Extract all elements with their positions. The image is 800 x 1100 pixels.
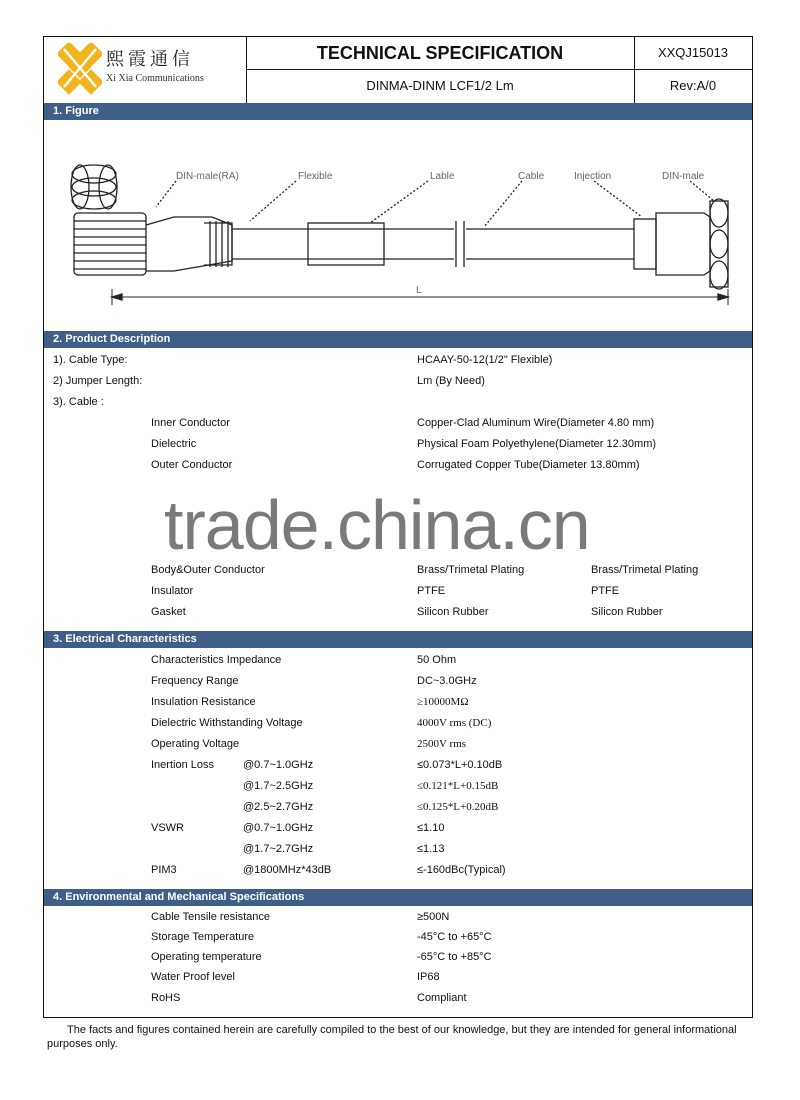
environmental-row-value: -65°C to +85°C (417, 951, 492, 963)
divider (246, 69, 634, 70)
figure-label-lable: Lable (430, 171, 455, 182)
environmental-row-value: ≥500N (417, 911, 450, 923)
divider (634, 69, 752, 70)
cable-row-name: Inner Conductor (151, 417, 230, 429)
electrical-row-condition: @1.7~2.5GHz (243, 780, 314, 792)
figure-label-cable: Cable (518, 171, 545, 182)
electrical-row-value: ≤1.10 (417, 822, 445, 834)
electrical-row-name: Operating Voltage (151, 738, 240, 750)
disclaimer-footnote: The facts and figures contained herein are carefully compiled to the best of our knowledge, but they are intended for general informational purposes only. (47, 1024, 737, 1050)
environmental-row-name: Water Proof level (151, 971, 235, 983)
connector-row-value-b: Silicon Rubber (591, 606, 663, 618)
cable-row-value: Physical Foam Polyethylene(Diameter 12.30mm) (417, 438, 657, 450)
cable-row-name: Dielectric (151, 438, 197, 450)
environmental-row-name: Cable Tensile resistance (151, 911, 271, 923)
company-name-en: Xi Xia Communications (106, 73, 204, 84)
connector-row-name: Body&Outer Conductor (151, 564, 265, 576)
cable-row-name: Outer Conductor (151, 459, 233, 471)
electrical-row-condition: @1.7~2.7GHz (243, 843, 314, 855)
section-environmental-heading: 4. Environmental and Mechanical Specifications (44, 889, 752, 906)
electrical-row-condition: @1800MHz*43dB (243, 864, 332, 876)
environmental-row-value: Compliant (417, 992, 467, 1004)
electrical-row-name: VSWR (151, 822, 184, 834)
electrical-row-value: ≤-160dBc(Typical) (417, 864, 506, 876)
connector-row-name: Gasket (151, 606, 186, 618)
jumper-length-value: Lm (By Need) (417, 375, 485, 387)
company-logo-icon (58, 43, 102, 95)
section-figure-heading: 1. Figure (44, 103, 752, 120)
electrical-row-value: ≤0.121*L+0.15dB (417, 780, 499, 792)
electrical-row-value: ≥10000MΩ (417, 696, 469, 708)
electrical-row-condition: @0.7~1.0GHz (243, 822, 314, 834)
section-product-heading: 2. Product Description (44, 331, 752, 348)
jumper-length-label: 2) Jumper Length: (53, 375, 143, 387)
document-revision: Rev:A/0 (669, 78, 717, 93)
figure-label-din-male: DIN-male (662, 171, 705, 182)
electrical-row-condition: @2.5~2.7GHz (243, 801, 314, 813)
spec-sheet (43, 36, 753, 1018)
electrical-row-value: DC~3.0GHz (417, 675, 477, 687)
electrical-row-value: ≤0.073*L+0.10dB (417, 759, 503, 771)
environmental-row-value: IP68 (417, 971, 440, 983)
electrical-row-value: 2500V rms (417, 738, 466, 750)
electrical-row-name: Inertion Loss (151, 759, 214, 771)
company-name-cn: 熙霞通信 (106, 49, 194, 70)
title-cell (246, 37, 635, 103)
connector-row-value-b: Brass/Trimetal Plating (591, 564, 699, 576)
connector-row-value-b: PTFE (591, 585, 620, 597)
cable-type-label: 1). Cable Type: (53, 354, 128, 366)
connector-row-value-a: Brass/Trimetal Plating (417, 564, 525, 576)
connector-row-name: Insulator (151, 585, 194, 597)
figure-length-label: L (416, 285, 422, 296)
electrical-row-value: 4000V rms (DC) (417, 717, 492, 729)
electrical-row-condition: @0.7~1.0GHz (243, 759, 314, 771)
electrical-row-name: Dielectric Withstanding Voltage (151, 717, 303, 729)
section-electrical-heading: 3. Electrical Characteristics (44, 631, 752, 648)
environmental-row-name: Storage Temperature (151, 931, 255, 943)
electrical-row-name: PIM3 (151, 864, 177, 876)
cable-row-value: Corrugated Copper Tube(Diameter 13.80mm) (417, 459, 640, 471)
watermark-text: trade.china.cn (164, 486, 590, 564)
electrical-row-value: 50 Ohm (417, 654, 457, 666)
document-title: TECHNICAL SPECIFICATION (316, 43, 564, 63)
environmental-row-name: RoHS (151, 992, 181, 1004)
code-cell (634, 37, 752, 103)
connector-body (74, 213, 146, 275)
electrical-row-name: Insulation Resistance (151, 696, 256, 708)
cable-row-value: Copper-Clad Aluminum Wire(Diameter 4.80 mm) (417, 417, 655, 429)
electrical-row-value: ≤1.13 (417, 843, 445, 855)
environmental-row-name: Operating temperature (151, 951, 262, 963)
watermark (44, 486, 754, 575)
document-header (44, 37, 752, 104)
company-logo (44, 37, 247, 103)
document-code: XXQJ15013 (657, 45, 729, 60)
environmental-row-value: -45°C to +65°C (417, 931, 492, 943)
figure-label-din-male-ra: DIN-male(RA) (176, 171, 239, 182)
electrical-row-name: Characteristics Impedance (151, 654, 282, 666)
cable-label: 3). Cable : (53, 396, 104, 408)
connector-row-value-a: PTFE (417, 585, 446, 597)
electrical-row-value: ≤0.125*L+0.20dB (417, 801, 499, 813)
connector-row-value-a: Silicon Rubber (417, 606, 489, 618)
figure-label-injection: Injection (574, 171, 612, 182)
document-subtitle: DINMA-DINM LCF1/2 Lm (366, 78, 514, 93)
cable-type-value: HCAAY-50-12(1/2" Flexible) (417, 354, 553, 366)
electrical-row-name: Frequency Range (151, 675, 239, 687)
figure-label-flexible: Flexible (298, 171, 333, 182)
cable-assembly-drawing (64, 117, 734, 317)
